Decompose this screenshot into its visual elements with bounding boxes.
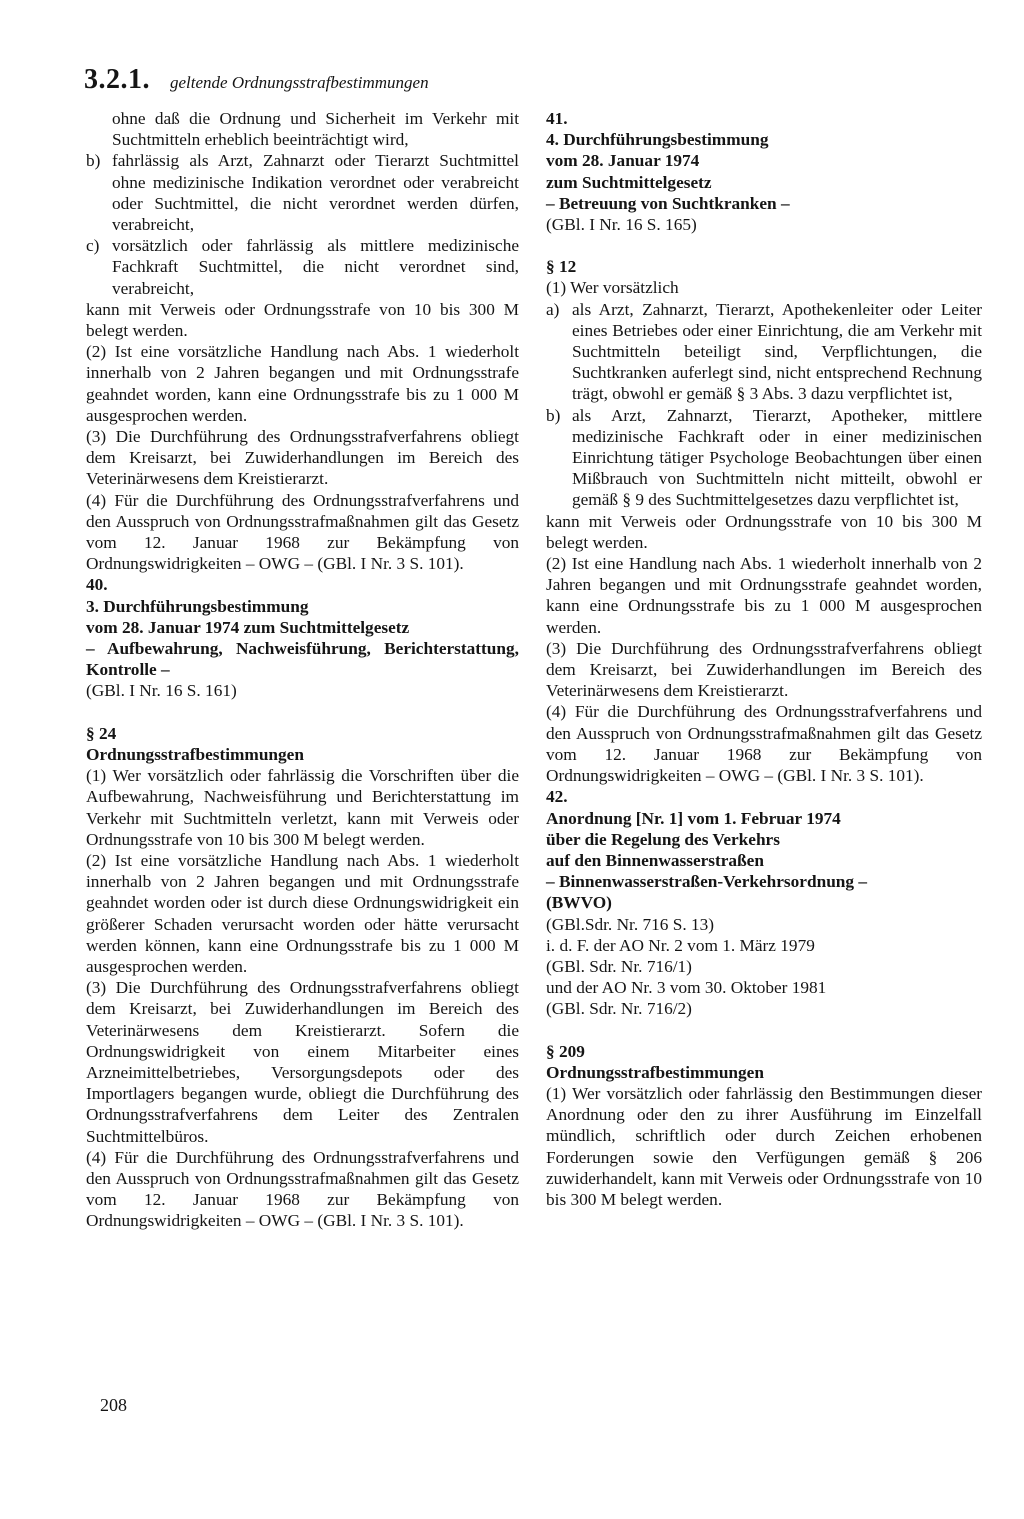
- entry-number: 40.: [86, 575, 108, 595]
- right-column: [546, 108, 982, 1210]
- paragraph: (1) Wer vorsätzlich oder fahrlässig den Bestimmungen dieser Anordnung oder den zu ihrer Ausführung im Einzelfall mündlich, schriftlich oder durch Zeichen erhobenen Forderungen sowie den Verfügungen gemäß § 206 zuwiderhandelt, kann mit Verweis oder Ordnungsstrafe von 10 bis 300 M belegt werden.: [546, 1083, 982, 1209]
- list-label: c): [86, 236, 100, 256]
- penalty-clause: kann mit Verweis oder Ordnungsstrafe von 10 bis 300 M belegt werden.: [86, 299, 519, 341]
- entry-title: (BWVO): [546, 893, 612, 913]
- entry-source: (GBl. Sdr. Nr. 716/1): [546, 956, 692, 976]
- list-item-a: [546, 299, 982, 405]
- section-heading: Ordnungsstrafbestimmungen: [546, 1062, 764, 1082]
- paragraph: (4) Für die Durchführung des Ordnungsstrafverfahrens und den Ausspruch von Ordnungsstrafmaßnahmen gilt das Gesetz vom 12. Januar 1968 zur Bekämpfung von Ordnungswidrigkeiten – OWG – (GBl. I Nr. 3 S. 101).: [86, 1147, 519, 1231]
- entry-title: – Betreuung von Suchtkranken –: [546, 193, 790, 213]
- paragraph: (4) Für die Durchführung des Ordnungsstrafverfahrens und den Ausspruch von Ordnungsstrafmaßnahmen gilt das Gesetz vom 12. Januar 1968 zur Bekämpfung von Ordnungswidrigkeiten – OWG – (GBl. I Nr. 3 S. 101).: [546, 702, 982, 786]
- penalty-clause: kann mit Verweis oder Ordnungsstrafe von 10 bis 300 M belegt werden.: [546, 511, 982, 552]
- paragraph: (2) Ist eine vorsätzliche Handlung nach Abs. 1 wiederholt innerhalb von 2 Jahren begangen und mit Ordnungsstrafe geahndet worden, kann eine Ordnungsstrafe bis zu 1 000 M ausgesprochen werden.: [86, 342, 519, 425]
- entry-title: – Aufbewahrung, Nachweisführung, Berichterstattung, Kontrolle –: [86, 639, 519, 680]
- section-number: § 12: [546, 257, 577, 277]
- list-label: a): [546, 299, 560, 319]
- section-number: § 24: [86, 723, 117, 743]
- entry-number: 41.: [546, 109, 568, 128]
- entry-title: Anordnung [Nr. 1] vom 1. Februar 1974: [546, 808, 841, 828]
- paragraph: (3) Die Durchführung des Ordnungsstrafverfahrens obliegt dem Kreisarzt, bei Zuwiderhandlungen im Bereich des Veterinärwesens dem Kreistierarzt.: [546, 638, 982, 701]
- entry-title: vom 28. Januar 1974 zum Suchtmittelgesetz: [86, 617, 410, 637]
- entry-title: zum Suchtmittelgesetz: [546, 172, 712, 192]
- list-label: b): [86, 151, 101, 171]
- entry-title: über die Regelung des Verkehrs: [546, 829, 780, 849]
- entry-title: auf den Binnenwasserstraßen: [546, 850, 764, 870]
- running-header: [84, 64, 544, 96]
- list-text: als Arzt, Zahnarzt, Tierarzt, Apothekenleiter oder Leiter eines Betriebes oder einer Einrichtung, die am Verkehr mit Suchtmitteln beteiligt sind, Verpflichtungen, die Suchtkranken auferlegt sind, nicht entsprechend Rechnung trägt, obwohl er gemäß § 3 Abs. 3 dazu verpflichtet ist,: [572, 299, 982, 404]
- entry-source: (GBl. I Nr. 16 S. 165): [546, 215, 697, 235]
- left-column: [86, 108, 519, 1232]
- entry-source: i. d. F. der AO Nr. 2 vom 1. März 1979: [546, 935, 815, 955]
- entry-title: – Binnenwasserstraßen-Verkehrsordnung –: [546, 872, 868, 892]
- entry-source: (GBl.Sdr. Nr. 716 S. 13): [546, 914, 715, 934]
- list-item-b: [546, 405, 982, 511]
- entry-source: und der AO Nr. 3 vom 30. Oktober 1981: [546, 978, 827, 998]
- entry-title: 4. Durchführungsbestimmung: [546, 130, 769, 150]
- item-a-continuation: ohne daß die Ordnung und Sicherheit im Verkehr mit Suchtmitteln erheblich beeinträchtigt wird,: [112, 109, 519, 150]
- entry-source: (GBl. I Nr. 16 S. 161): [86, 681, 237, 701]
- section-number: 3.2.1.: [84, 64, 150, 95]
- paragraph: (3) Die Durchführung des Ordnungsstrafverfahrens obliegt dem Kreisarzt, bei Zuwiderhandlungen im Bereich des Veterinärwesens dem Kreistierarzt.: [86, 427, 519, 489]
- paragraph: (4) Für die Durchführung des Ordnungsstrafverfahrens und den Ausspruch von Ordnungsstrafmaßnahmen gilt das Gesetz vom 12. Januar 1968 zur Bekämpfung von Ordnungswidrigkeiten – OWG – (GBl. I Nr. 3 S. 101).: [86, 490, 519, 574]
- list-text: als Arzt, Zahnarzt, Tierarzt, Apotheker, mittlere medizinische Fachkraft oder in einer medizinischen Einrichtung tätiger Psychologe Beobachtungen über einen Mißbrauch von Suchtmitteln nicht mitteilt, obwohl er gemäß § 9 des Suchtmittelgesetzes dazu verpflichtet ist,: [572, 405, 982, 510]
- section-number: § 209: [546, 1041, 585, 1061]
- entry-source: (GBl. Sdr. Nr. 716/2): [546, 999, 692, 1019]
- paragraph: (2) Ist eine vorsätzliche Handlung nach Abs. 1 wiederholt innerhalb von 2 Jahren begangen und mit Ordnungsstrafe geahndet worden oder ist durch diese Ordnungswidrigkeit ein größerer Schaden verursacht worden oder hätte verursacht werden können, kann eine Ordnungsstrafe bis zu 1 000 M ausgesprochen werden.: [86, 850, 519, 976]
- list-item-b: [86, 150, 519, 235]
- list-label: b): [546, 405, 561, 425]
- list-text: vorsätzlich oder fahrlässig als mittlere medizinische Fachkraft Suchtmittel, die nicht verordnet sind, verabreicht,: [112, 236, 519, 298]
- paragraph: (1) Wer vorsätzlich: [546, 278, 679, 298]
- section-heading: Ordnungsstrafbestimmungen: [86, 744, 304, 764]
- running-title: geltende Ordnungsstrafbestimmungen: [170, 73, 429, 92]
- page-number: 208: [100, 1395, 127, 1415]
- paragraph: (1) Wer vorsätzlich oder fahrlässig die Vorschriften über die Aufbewahrung, Nachweisführung und Berichterstattung im Verkehr mit Suchtmitteln verletzt, kann mit Verweis oder Ordnungsstrafe von 10 bis 300 M belegt werden.: [86, 766, 519, 849]
- paragraph: (3) Die Durchführung des Ordnungsstrafverfahrens obliegt dem Kreisarzt, bei Zuwiderhandlungen im Bereich des Veterinärwesens dem Kreistierarzt. Sofern die Ordnungswidrigkeit von einem Mitarbeiter eines Arzneimittelbetriebes, Versorgungsdepots oder des Importlagers begangen wurde, obliegt die Durchführung des Ordnungsstrafverfahrens dem Leiter des Zentralen Suchtmittelbüros.: [86, 978, 519, 1146]
- entry-number: 42.: [546, 787, 568, 807]
- list-item-c: [86, 235, 519, 299]
- list-text: fahrlässig als Arzt, Zahnarzt oder Tierarzt Suchtmittel ohne medizinische Indikation verordnet oder verabreicht oder Suchtmittel, die nicht verordnet werden dürfen, verabreicht,: [112, 151, 519, 235]
- entry-title: 3. Durchführungsbestimmung: [86, 596, 309, 616]
- entry-title: vom 28. Januar 1974: [546, 151, 700, 171]
- paragraph: (2) Ist eine Handlung nach Abs. 1 wiederholt innerhalb von 2 Jahren begangen und mit Ordnungsstrafe geahndet worden, kann eine Ordnungsstrafe bis zu 1 000 M ausgesprochen werden.: [546, 554, 982, 637]
